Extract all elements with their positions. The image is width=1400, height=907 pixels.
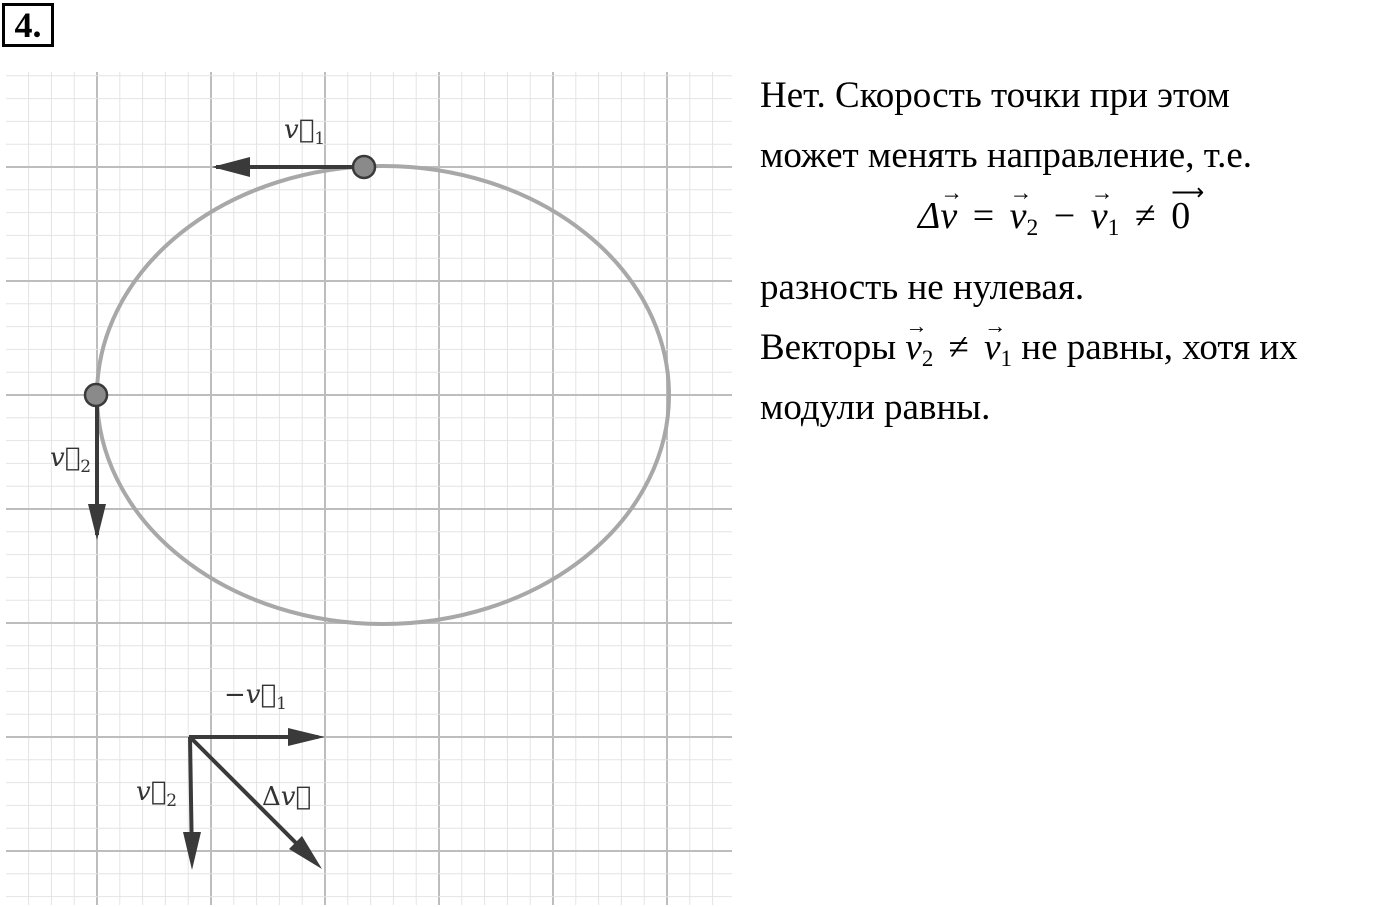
problem-number: 4. [2, 3, 54, 47]
neg-v1-label: $-v⃗_1$ [224, 680, 287, 714]
formula-delta: Δ [918, 195, 941, 237]
formula-sub1: 1 [1107, 215, 1120, 242]
line4-v2: → v [905, 326, 921, 369]
point-left [85, 384, 107, 406]
formula-v1: → v [1091, 194, 1108, 238]
v2-arrowhead [88, 504, 106, 540]
answer-line-4 [760, 326, 1298, 372]
line4-neq: ≠ [948, 327, 969, 368]
v2-copy-label: $v⃗_2$ [136, 777, 178, 811]
neg-v1-arrowhead [288, 728, 325, 746]
formula-equals: = [972, 195, 995, 237]
line4-v1: → v [984, 326, 1000, 369]
v1-label: $v⃗_1$ [284, 115, 326, 149]
line4-sub2: 2 [921, 345, 934, 371]
line4-suffix: не равны, хотя их [1012, 327, 1298, 368]
grid [6, 72, 732, 905]
v2-label: $v⃗_2$ [50, 443, 92, 477]
formula-zero-vector: ⟶ 0 [1171, 194, 1190, 238]
answer-line-3: разность не нулевая. [760, 267, 1085, 308]
delta-v-label: Δv⃗ [262, 782, 312, 812]
answer-line-1: Нет. Скорость точки при этом [760, 75, 1230, 116]
formula-neq: ≠ [1134, 195, 1156, 237]
line4-prefix: Векторы [760, 327, 906, 368]
point-top [353, 156, 375, 178]
line4-sub1: 1 [1000, 345, 1013, 371]
formula-v: → v [940, 194, 957, 238]
v1-arrowhead [212, 157, 250, 177]
formula-v2: → v [1010, 194, 1027, 238]
answer-line-5: модули равны. [760, 387, 991, 428]
answer-line-2: может менять направление, т.е. [760, 135, 1253, 176]
formula-sub2: 2 [1026, 215, 1039, 242]
delta-v-formula [918, 194, 1190, 242]
formula-minus: − [1053, 195, 1076, 237]
